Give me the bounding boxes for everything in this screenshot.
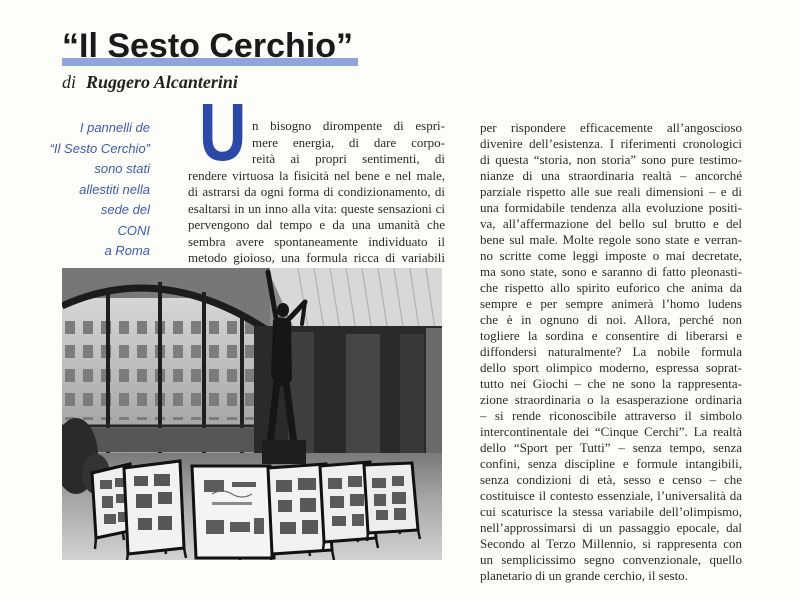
caption-line: CONI — [117, 222, 150, 238]
text-line: Secondo al Terzo Millennio, si rappresenta con — [480, 536, 742, 551]
text-line: dello sport olimpico moderno, espressa soprat- — [480, 360, 742, 375]
text-line: mere energia, di dare corpo- — [252, 134, 445, 150]
text-line: planetario di un grande cerchio, il sesto. — [480, 568, 688, 583]
sidebar-caption — [40, 118, 150, 262]
text-line: – si rende riconoscibile attraverso il simbolo — [480, 408, 742, 423]
drop-cap-letter: U — [199, 87, 247, 178]
caption-line: sono stati — [94, 161, 150, 176]
text-line: che rispetto allo spirito euforico che anima da — [480, 280, 742, 295]
text-line: un semplicissimo segno convenzionale, quello — [480, 552, 742, 567]
article-column-2 — [480, 120, 742, 584]
text-line: no scritte come leggi imposte o mai decretate, — [480, 248, 742, 263]
text-line: togliere la sordina e consentire di liberarsi e — [480, 328, 742, 343]
caption-line: sede del — [100, 202, 150, 217]
text-line: cui scaturisce la stessa variabile dell’olimpismo, — [480, 504, 742, 519]
text-line: pervengono dal tempo e da una umanità che — [188, 217, 445, 232]
display-panel — [364, 463, 420, 541]
text-line: divenire dell’esistenza. I riferimenti cronologici — [480, 136, 742, 151]
text-line: costituisce il contesto essenziale, l’universalità da — [480, 488, 742, 503]
caption-line: “Il Sesto Cerchio” — [49, 140, 150, 156]
text-line: che è in ognuno di noi. Allora, perché non — [480, 312, 742, 327]
text-line: nell’approssimarsi di un passaggio epocale, dal — [480, 520, 742, 535]
text-line: sembra avere spontaneamente individuato il — [188, 233, 445, 249]
article-column-1 — [188, 118, 445, 267]
text-line: di astrarsi da ogni forma di condizionamento, di — [188, 184, 445, 199]
text-line: metodo gioioso, una formula ricca di variabili — [188, 250, 445, 265]
text-line: sempre e per sempre animerà l’homo ludens — [480, 296, 742, 311]
text-line: diffondersi naturalmente? La nobile formula — [480, 344, 742, 359]
text-line: dello “Sport per Tutti” – senza tempo, senza — [480, 440, 742, 455]
text-line: tutto nei Giochi – che ne sono la rappresenta- — [480, 376, 742, 391]
display-panel — [192, 466, 274, 560]
byline-prefix: di — [62, 72, 77, 92]
text-line: ma sono state, sono e saranno di fatto pleonasti- — [480, 264, 742, 279]
text-line: per rispondere efficacemente all’angoscioso — [480, 120, 742, 135]
text-line: parziale rispetto alle sue reali dimensioni – e di — [480, 184, 742, 199]
text-line: senza condizioni di età, sesso e censo – che — [480, 472, 742, 487]
display-panel — [124, 461, 186, 560]
exhibition-photo — [62, 268, 442, 560]
text-line: n bisogno dirompente di espri- — [252, 118, 445, 133]
text-line: di questa “storia, non storia” sono pure testimo- — [480, 152, 742, 167]
caption-line: I pannelli de — [79, 120, 150, 135]
text-line: rendere virtuosa la fisicità nel bene e nel male, — [188, 167, 445, 183]
exhibition-photo-image — [62, 268, 442, 560]
text-line: una formidabile tendenza alla evoluzione positi- — [480, 200, 742, 215]
text-line: esaltarsi in un inno alla vita: queste sensazioni ci — [188, 200, 445, 216]
caption-line: a Roma — [104, 243, 150, 258]
text-line: intercontinentale dei “Cinque Cerchi”. La realtà — [480, 424, 742, 439]
text-line: reità ai propri sentimenti, di — [252, 151, 445, 166]
text-line: bene sul male. Molte regole sono state e verran- — [480, 232, 742, 247]
text-line: confini, senza discipline e formule intangibili, — [480, 456, 742, 471]
article-title: “Il Sesto Cerchio” — [62, 27, 353, 65]
caption-line: allestiti nella — [79, 181, 150, 197]
author-name: Ruggero Alcanterini — [86, 72, 238, 92]
text-line: zione straordinaria o la esasperazione ordinaria — [480, 392, 742, 407]
text-line: va, all’affermazione del bello sul brutto e del — [480, 216, 742, 231]
text-line: nianze di una straordinaria realtà – ancorché — [480, 168, 742, 183]
